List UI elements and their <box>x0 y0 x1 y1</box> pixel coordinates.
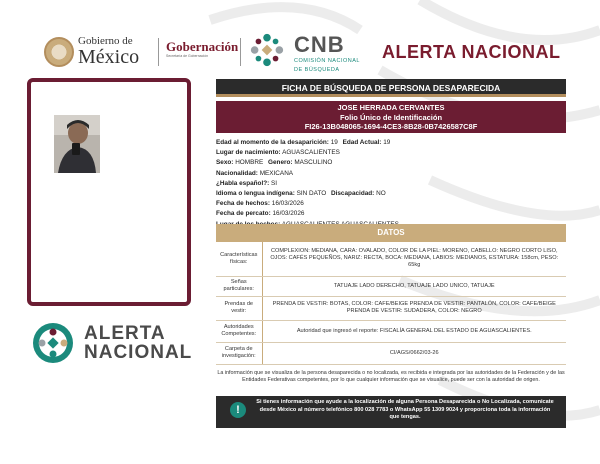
lugar-nacimiento-label: Lugar de nacimiento: <box>216 149 281 157</box>
cnb-sub-label-1: COMISIÓN NACIONAL <box>294 58 360 64</box>
alerta-logo-line1: ALERTA <box>84 323 166 344</box>
idioma-value: SIN DATO <box>296 190 327 198</box>
person-name: JOSE HERRADA CERVANTES <box>337 103 445 112</box>
name-banner <box>216 101 566 133</box>
table-row <box>216 342 566 364</box>
table-row <box>216 320 566 342</box>
header <box>0 0 600 80</box>
cnb-sub-label-2: DE BÚSQUEDA <box>294 66 340 73</box>
contact-text: Si tienes información que ayude a la localización de alguna Persona Desaparecida o No Localizada, comunicate desde México al número telefónico 800 028 7783 o WhatsApp 55 1309 9024 y proporciona toda la información que tengas. <box>256 399 554 420</box>
habla-espanol-value: SI <box>271 179 278 187</box>
row-label: Señas particulares: <box>216 276 262 296</box>
edad-actual-value: 19 <box>383 139 391 146</box>
sexo-label: Sexo: <box>216 159 234 167</box>
idioma-label: Idioma o lengua indígena: <box>216 190 295 198</box>
fecha-hechos-label: Fecha de hechos: <box>216 200 270 208</box>
gobierno-label: Gobierno de <box>78 35 133 47</box>
datos-heading: DATOS <box>216 224 566 242</box>
genero-value: MASCULINO <box>294 159 333 167</box>
sexo-value: HOMBRE <box>235 159 264 167</box>
row-label: Prendas de vestir: <box>216 296 262 320</box>
nacionalidad-value: MEXICANA <box>259 169 294 177</box>
fecha-percato-label: Fecha de percato: <box>216 210 271 218</box>
habla-espanol-label: ¿Habla español?: <box>216 179 270 187</box>
national-seal-icon <box>44 37 74 67</box>
discapacidad-label: Discapacidad: <box>330 190 375 198</box>
page-title: ALERTA NACIONAL <box>382 42 561 62</box>
edad-desaparicion-label: Edad al momento de la desaparición: <box>216 139 329 146</box>
table-row <box>216 296 566 320</box>
datos-table <box>216 242 566 365</box>
gobernacion-label: Gobernación <box>166 39 239 54</box>
lugar-nacimiento-value: AGUASCALIENTES <box>282 149 340 157</box>
alerta-nacional-logo-text <box>84 324 192 363</box>
nacionalidad-label: Nacionalidad: <box>216 169 258 177</box>
photo-frame <box>27 78 191 306</box>
alerta-logo-line2: NACIONAL <box>84 342 193 364</box>
row-label: Carpeta de investigación: <box>216 342 262 364</box>
genero-label: Genero: <box>268 159 293 167</box>
gobernacion-logo <box>166 40 238 59</box>
disclaimer-text: La información que se visualiza de la persona desaparecida o no localizada, es recibida e integrada por las autoridades de la Federación y de las Entidades Federativas competentes, por lo que cualquier información que se visualice, puede ser con la autoridad de origen. <box>217 370 565 383</box>
table-row <box>216 276 566 296</box>
discapacidad-value: NO <box>376 190 386 198</box>
gobernacion-sub-label: Secretaría de Gobernación <box>166 54 209 58</box>
row-value: PRENDA DE VESTIR: BOTAS, COLOR: CAFE/BEIGE PRENDA DE VESTIR: PANTALÓN, COLOR: CAFE/BEIGE PRENDA DE VESTIR: SUDADERA, COLOR: NEGRO <box>262 296 566 320</box>
cnb-emblem-icon <box>248 31 286 69</box>
exclamation-icon: ! <box>230 402 246 418</box>
row-label: Características físicas: <box>216 242 262 276</box>
folio-value: FI26-13B048065-1694-4CE3-8B28-0B7426587C8F <box>304 122 478 131</box>
folio-label: Folio Único de Identificación <box>339 112 443 122</box>
header-divider <box>158 38 159 66</box>
edad-desaparicion-value: 19 <box>330 139 338 146</box>
fecha-percato-value: 16/03/2026 <box>272 210 305 218</box>
header-divider <box>240 38 241 66</box>
contact-banner <box>216 396 566 428</box>
alerta-nacional-emblem-icon <box>32 322 74 364</box>
row-value: CI/AGS/0662/03-26 <box>262 342 566 364</box>
table-row <box>216 242 566 276</box>
ficha-heading: FICHA DE BÚSQUEDA DE PERSONA DESAPARECIDA <box>216 79 566 97</box>
edad-actual-label: Edad Actual: <box>342 139 382 146</box>
cnb-logo <box>294 34 360 73</box>
row-value: Autoridad que ingresó el reporte: FISCALÍA GENERAL DEL ESTADO DE AGUASCALIENTES. <box>262 320 566 342</box>
row-value: TATUAJE LADO DERECHO, TATUAJE LADO UNICO, TATUAJE <box>262 276 566 296</box>
person-photo <box>54 115 100 173</box>
row-value: COMPLEXION: MEDIANA, CARA: OVALADO, COLOR DE LA PIEL: MORENO, CABELLO: NEGRO CORTO LISO, OJOS: CAFÉS PEQUEÑOS, NARIZ: RECTA, BOCA: MEDIANA, LABIOS: MEDIANOS, ESTATURA: 158cm, PESO: 65kg <box>262 242 566 276</box>
mexico-label: México <box>78 46 140 68</box>
row-label: Autoridades Competentes: <box>216 320 262 342</box>
gobierno-de-mexico-logo <box>44 36 139 67</box>
cnb-label: CNB <box>294 32 345 57</box>
person-info <box>216 138 566 230</box>
fecha-hechos-value: 16/03/2026 <box>271 200 304 208</box>
